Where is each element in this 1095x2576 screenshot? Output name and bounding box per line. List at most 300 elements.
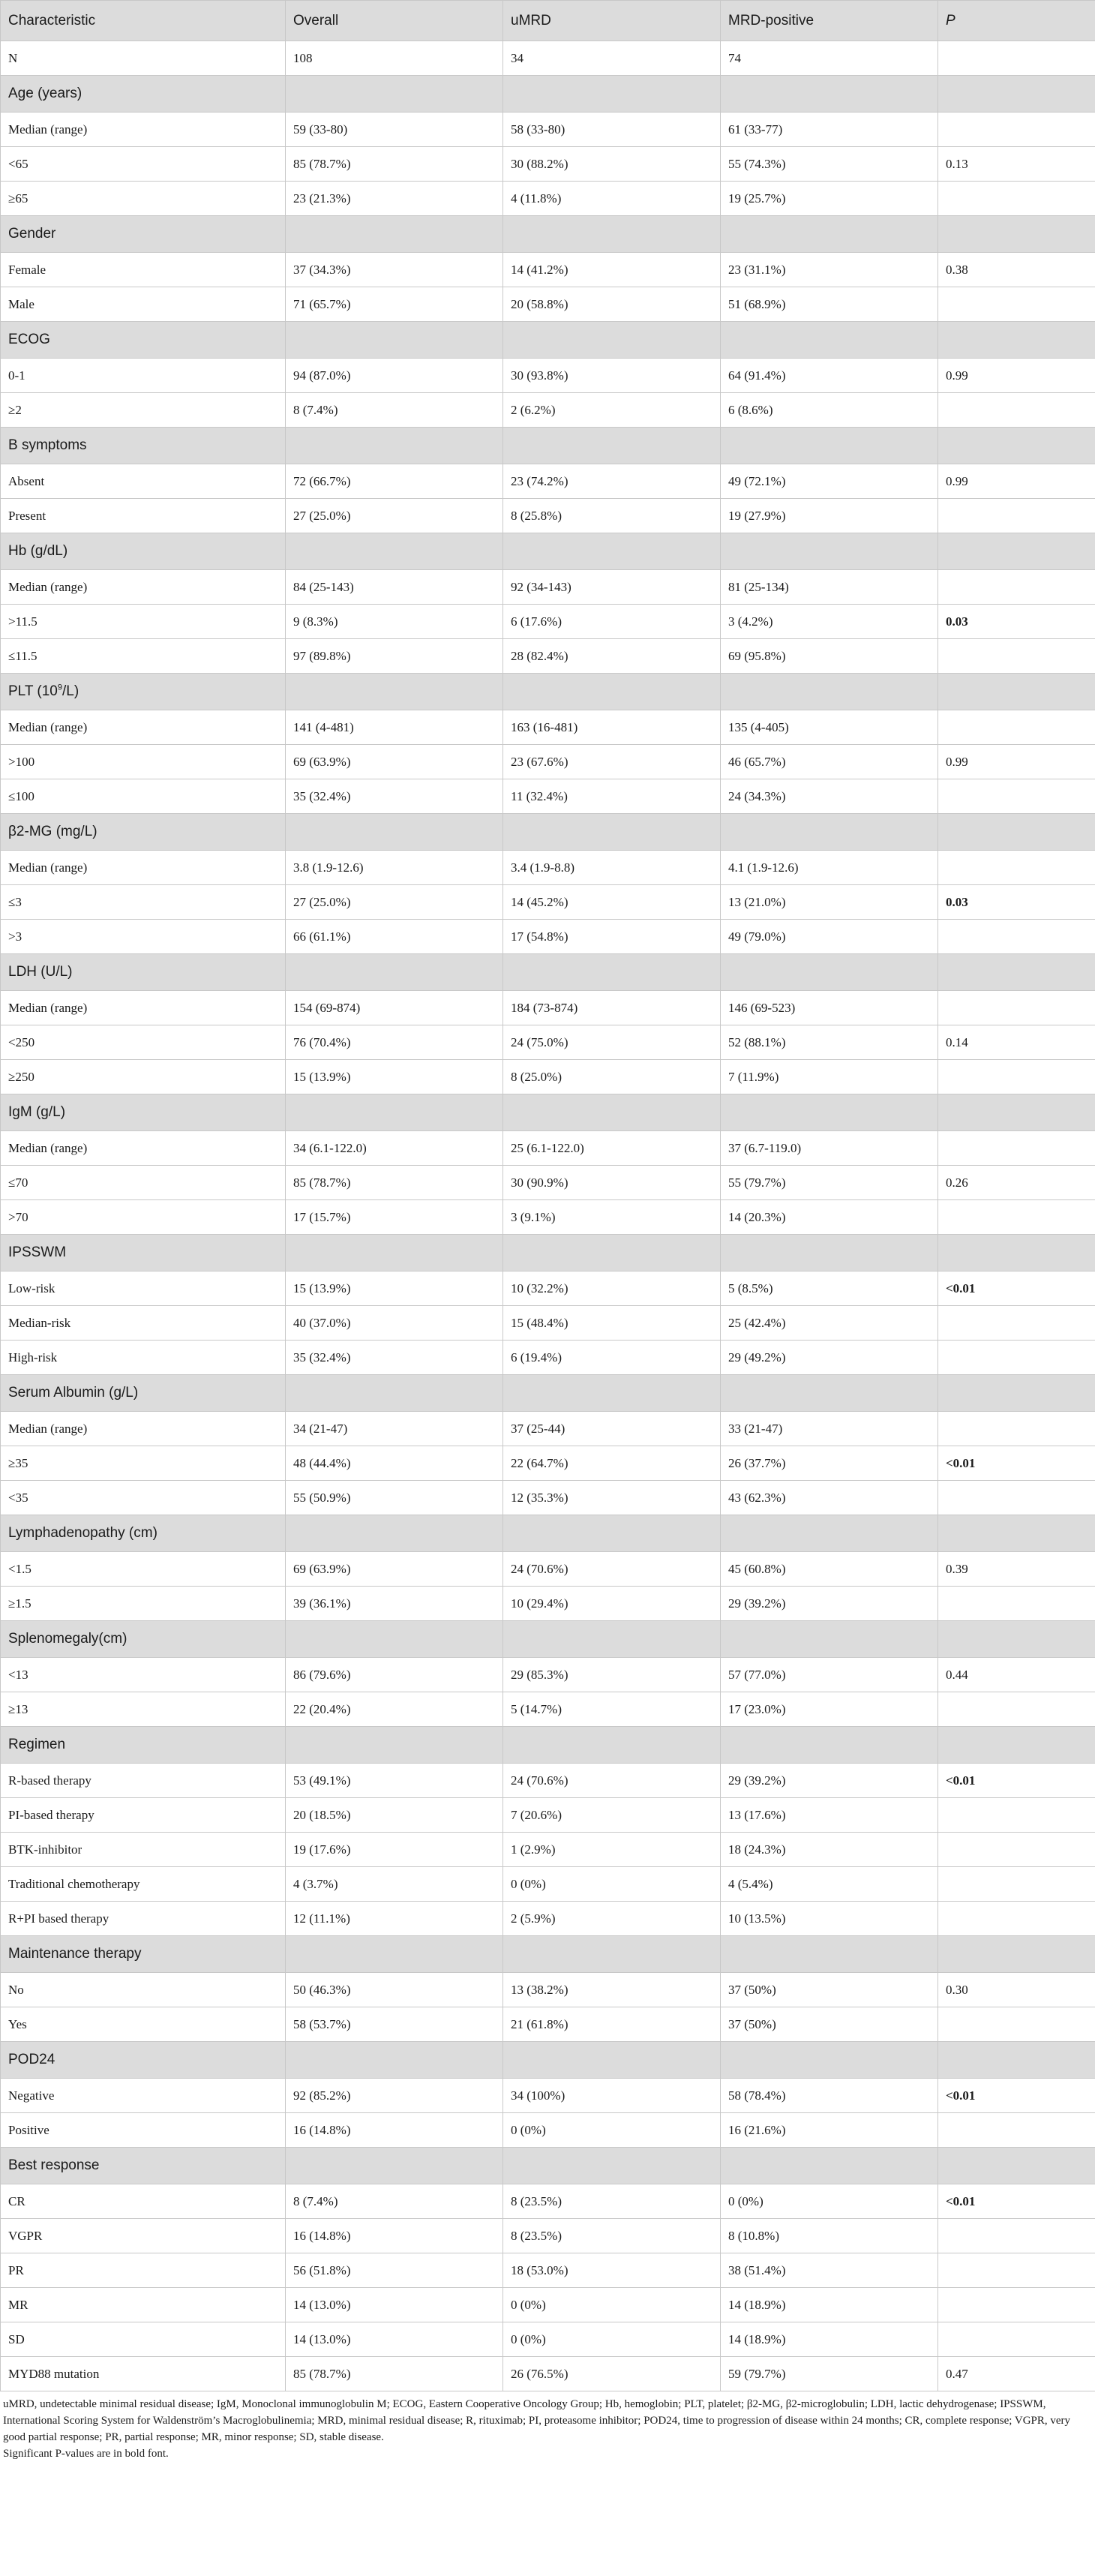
- umrd-cell: 24 (70.6%): [503, 1764, 721, 1798]
- umrd-cell: 10 (32.2%): [503, 1271, 721, 1306]
- p-value-cell: <0.01: [938, 1764, 1095, 1798]
- overall-cell: 39 (36.1%): [286, 1587, 503, 1621]
- section-label: Gender: [1, 216, 286, 253]
- characteristic-cell: Absent: [1, 464, 286, 499]
- section-empty-cell: [938, 814, 1095, 851]
- overall-cell: 23 (21.3%): [286, 182, 503, 216]
- section-empty-cell: [938, 1515, 1095, 1552]
- section-empty-cell: [721, 1727, 938, 1764]
- section-header-row: [1, 76, 1095, 113]
- table-row: [1, 2184, 1095, 2219]
- mrd-positive-cell: 52 (88.1%): [721, 1025, 938, 1060]
- section-empty-cell: [503, 76, 721, 113]
- umrd-cell: 163 (16-481): [503, 710, 721, 745]
- section-header-row: [1, 533, 1095, 570]
- mrd-positive-cell: 37 (50%): [721, 1973, 938, 2007]
- p-value-cell: <0.01: [938, 2079, 1095, 2113]
- section-empty-cell: [721, 533, 938, 570]
- umrd-cell: 92 (34-143): [503, 570, 721, 605]
- mrd-positive-cell: 13 (17.6%): [721, 1798, 938, 1833]
- overall-cell: 40 (37.0%): [286, 1306, 503, 1341]
- table-row: [1, 1306, 1095, 1341]
- umrd-cell: 18 (53.0%): [503, 2253, 721, 2288]
- overall-cell: 58 (53.7%): [286, 2007, 503, 2042]
- table-row: [1, 2007, 1095, 2042]
- umrd-cell: 23 (67.6%): [503, 745, 721, 779]
- table-row: [1, 2079, 1095, 2113]
- table-row: [1, 1271, 1095, 1306]
- p-value-cell: 0.14: [938, 1025, 1095, 1060]
- characteristic-cell: BTK-inhibitor: [1, 1833, 286, 1867]
- p-value-cell: [938, 1587, 1095, 1621]
- section-empty-cell: [938, 533, 1095, 570]
- characteristic-cell: Present: [1, 499, 286, 533]
- table-body: [1, 41, 1095, 2391]
- mrd-positive-cell: 18 (24.3%): [721, 1833, 938, 1867]
- section-label: Age (years): [1, 76, 286, 113]
- umrd-cell: 4 (11.8%): [503, 182, 721, 216]
- characteristic-cell: CR: [1, 2184, 286, 2219]
- table-row: [1, 605, 1095, 639]
- characteristic-cell: Positive: [1, 2113, 286, 2148]
- umrd-cell: 24 (70.6%): [503, 1552, 721, 1587]
- p-value-cell: 0.38: [938, 253, 1095, 287]
- section-empty-cell: [286, 76, 503, 113]
- characteristic-cell: N: [1, 41, 286, 76]
- section-header-row: [1, 814, 1095, 851]
- section-empty-cell: [503, 216, 721, 253]
- section-empty-cell: [286, 1235, 503, 1271]
- section-label: Splenomegaly(cm): [1, 1621, 286, 1658]
- mrd-positive-cell: 57 (77.0%): [721, 1658, 938, 1692]
- p-value-cell: [938, 182, 1095, 216]
- section-empty-cell: [721, 216, 938, 253]
- umrd-cell: 13 (38.2%): [503, 1973, 721, 2007]
- table-row: [1, 1833, 1095, 1867]
- umrd-cell: 28 (82.4%): [503, 639, 721, 674]
- section-header-row: [1, 1375, 1095, 1412]
- overall-cell: 71 (65.7%): [286, 287, 503, 322]
- mrd-positive-cell: 29 (49.2%): [721, 1341, 938, 1375]
- section-header-row: [1, 2042, 1095, 2079]
- table-row: [1, 991, 1095, 1025]
- table-row: [1, 570, 1095, 605]
- overall-cell: 48 (44.4%): [286, 1446, 503, 1481]
- overall-cell: 72 (66.7%): [286, 464, 503, 499]
- characteristic-cell: SD: [1, 2322, 286, 2357]
- mrd-positive-cell: 55 (74.3%): [721, 147, 938, 182]
- overall-cell: 4 (3.7%): [286, 1867, 503, 1902]
- characteristic-cell: Median (range): [1, 1131, 286, 1166]
- section-empty-cell: [503, 2148, 721, 2184]
- overall-cell: 55 (50.9%): [286, 1481, 503, 1515]
- section-label: β2-MG (mg/L): [1, 814, 286, 851]
- section-label: Maintenance therapy: [1, 1936, 286, 1973]
- p-value-cell: <0.01: [938, 1446, 1095, 1481]
- umrd-cell: 23 (74.2%): [503, 464, 721, 499]
- umrd-cell: 17 (54.8%): [503, 920, 721, 954]
- characteristic-cell: <13: [1, 1658, 286, 1692]
- umrd-cell: 15 (48.4%): [503, 1306, 721, 1341]
- characteristic-cell: PI-based therapy: [1, 1798, 286, 1833]
- mrd-positive-cell: 61 (33-77): [721, 113, 938, 147]
- table-row: [1, 147, 1095, 182]
- overall-cell: 17 (15.7%): [286, 1200, 503, 1235]
- overall-cell: 59 (33-80): [286, 113, 503, 147]
- umrd-cell: 30 (90.9%): [503, 1166, 721, 1200]
- overall-cell: 12 (11.1%): [286, 1902, 503, 1936]
- p-value-cell: 0.30: [938, 1973, 1095, 2007]
- overall-cell: 66 (61.1%): [286, 920, 503, 954]
- section-label: Serum Albumin (g/L): [1, 1375, 286, 1412]
- table-row: [1, 1692, 1095, 1727]
- section-empty-cell: [938, 1936, 1095, 1973]
- mrd-positive-cell: 51 (68.9%): [721, 287, 938, 322]
- table-row: [1, 2113, 1095, 2148]
- umrd-cell: 0 (0%): [503, 2322, 721, 2357]
- mrd-positive-cell: 6 (8.6%): [721, 393, 938, 428]
- mrd-positive-cell: 37 (6.7-119.0): [721, 1131, 938, 1166]
- section-empty-cell: [503, 1375, 721, 1412]
- p-value-cell: [938, 779, 1095, 814]
- table-row: [1, 2357, 1095, 2391]
- mrd-positive-cell: 7 (11.9%): [721, 1060, 938, 1094]
- section-label: LDH (U/L): [1, 954, 286, 991]
- characteristic-cell: R+PI based therapy: [1, 1902, 286, 1936]
- overall-cell: 84 (25-143): [286, 570, 503, 605]
- overall-cell: 14 (13.0%): [286, 2288, 503, 2322]
- table-row: [1, 885, 1095, 920]
- section-empty-cell: [286, 2148, 503, 2184]
- section-empty-cell: [721, 428, 938, 464]
- characteristic-cell: Median (range): [1, 710, 286, 745]
- overall-cell: 97 (89.8%): [286, 639, 503, 674]
- section-header-row: [1, 1094, 1095, 1131]
- overall-cell: 14 (13.0%): [286, 2322, 503, 2357]
- section-empty-cell: [503, 1727, 721, 1764]
- table-row: [1, 639, 1095, 674]
- characteristic-cell: Median (range): [1, 113, 286, 147]
- section-empty-cell: [286, 533, 503, 570]
- overall-cell: 56 (51.8%): [286, 2253, 503, 2288]
- mrd-positive-cell: 13 (21.0%): [721, 885, 938, 920]
- section-empty-cell: [286, 1515, 503, 1552]
- mrd-positive-cell: 29 (39.2%): [721, 1587, 938, 1621]
- overall-cell: 108: [286, 41, 503, 76]
- umrd-cell: 22 (64.7%): [503, 1446, 721, 1481]
- umrd-cell: 7 (20.6%): [503, 1798, 721, 1833]
- mrd-positive-cell: 19 (27.9%): [721, 499, 938, 533]
- overall-cell: 22 (20.4%): [286, 1692, 503, 1727]
- mrd-positive-cell: 14 (18.9%): [721, 2322, 938, 2357]
- table-row: [1, 1412, 1095, 1446]
- mrd-positive-cell: 43 (62.3%): [721, 1481, 938, 1515]
- characteristic-cell: R-based therapy: [1, 1764, 286, 1798]
- p-value-cell: [938, 1131, 1095, 1166]
- characteristic-cell: ≥65: [1, 182, 286, 216]
- section-empty-cell: [286, 1375, 503, 1412]
- p-value-cell: 0.03: [938, 885, 1095, 920]
- p-value-cell: [938, 1341, 1095, 1375]
- table-row: [1, 41, 1095, 76]
- umrd-cell: 6 (19.4%): [503, 1341, 721, 1375]
- section-label: IPSSWM: [1, 1235, 286, 1271]
- p-value-cell: [938, 1833, 1095, 1867]
- section-label: Hb (g/dL): [1, 533, 286, 570]
- characteristic-cell: >70: [1, 1200, 286, 1235]
- section-empty-cell: [938, 216, 1095, 253]
- header-umrd: uMRD: [503, 1, 721, 41]
- header-characteristic: Characteristic: [1, 1, 286, 41]
- overall-cell: 76 (70.4%): [286, 1025, 503, 1060]
- mrd-positive-cell: 25 (42.4%): [721, 1306, 938, 1341]
- mrd-positive-cell: 146 (69-523): [721, 991, 938, 1025]
- overall-cell: 9 (8.3%): [286, 605, 503, 639]
- section-empty-cell: [721, 1621, 938, 1658]
- section-label: Lymphadenopathy (cm): [1, 1515, 286, 1552]
- p-value-cell: [938, 1692, 1095, 1727]
- section-empty-cell: [503, 954, 721, 991]
- umrd-cell: 30 (88.2%): [503, 147, 721, 182]
- p-value-cell: [938, 710, 1095, 745]
- overall-cell: 15 (13.9%): [286, 1060, 503, 1094]
- section-empty-cell: [286, 1727, 503, 1764]
- umrd-cell: 5 (14.7%): [503, 1692, 721, 1727]
- mrd-positive-cell: 14 (18.9%): [721, 2288, 938, 2322]
- umrd-cell: 37 (25-44): [503, 1412, 721, 1446]
- umrd-cell: 34: [503, 41, 721, 76]
- mrd-positive-cell: 10 (13.5%): [721, 1902, 938, 1936]
- header-mrd-positive: MRD-positive: [721, 1, 938, 41]
- overall-cell: 85 (78.7%): [286, 2357, 503, 2391]
- characteristic-cell: <1.5: [1, 1552, 286, 1587]
- mrd-positive-cell: 4.1 (1.9-12.6): [721, 851, 938, 885]
- section-empty-cell: [721, 1094, 938, 1131]
- abbreviations-note: uMRD, undetectable minimal residual disease; IgM, Monoclonal immunoglobulin M; ECOG, Eastern Cooperative Oncology Group; Hb, hemoglobin; PLT, platelet; β2-MG, β2-microglobulin; LDH, lactic dehydrogenase; IPSSWM, International Scoring System for Waldenström’s Macroglobulinemia; MRD, minimal residual disease; R, rituximab; PI, proteasome inhibitor; POD24, time to progression of disease within 24 months; CR, complete response; VGPR, very good partial response; PR, partial response; MR, minor response; SD, stable disease.: [3, 2398, 1071, 2443]
- section-empty-cell: [286, 1094, 503, 1131]
- overall-cell: 20 (18.5%): [286, 1798, 503, 1833]
- section-label: IgM (g/L): [1, 1094, 286, 1131]
- mrd-positive-cell: 135 (4-405): [721, 710, 938, 745]
- table-row: [1, 779, 1095, 814]
- umrd-cell: 6 (17.6%): [503, 605, 721, 639]
- umrd-cell: 14 (41.2%): [503, 253, 721, 287]
- p-value-cell: [938, 1902, 1095, 1936]
- characteristic-cell: Median (range): [1, 570, 286, 605]
- mrd-positive-cell: 4 (5.4%): [721, 1867, 938, 1902]
- mrd-positive-cell: 59 (79.7%): [721, 2357, 938, 2391]
- section-empty-cell: [286, 1621, 503, 1658]
- characteristic-cell: ≥1.5: [1, 1587, 286, 1621]
- section-label: B symptoms: [1, 428, 286, 464]
- overall-cell: 8 (7.4%): [286, 2184, 503, 2219]
- section-label: POD24: [1, 2042, 286, 2079]
- table-row: [1, 2288, 1095, 2322]
- section-header-row: [1, 674, 1095, 710]
- umrd-cell: 34 (100%): [503, 2079, 721, 2113]
- umrd-cell: 184 (73-874): [503, 991, 721, 1025]
- mrd-positive-cell: 3 (4.2%): [721, 605, 938, 639]
- overall-cell: 85 (78.7%): [286, 1166, 503, 1200]
- table-row: [1, 1200, 1095, 1235]
- table-header-row: [1, 1, 1095, 41]
- table-row: [1, 851, 1095, 885]
- characteristic-cell: No: [1, 1973, 286, 2007]
- section-header-row: [1, 216, 1095, 253]
- characteristic-cell: PR: [1, 2253, 286, 2288]
- section-empty-cell: [503, 1094, 721, 1131]
- section-header-row: [1, 954, 1095, 991]
- characteristic-cell: MYD88 mutation: [1, 2357, 286, 2391]
- section-empty-cell: [721, 2148, 938, 2184]
- mrd-positive-cell: 81 (25-134): [721, 570, 938, 605]
- overall-cell: 3.8 (1.9-12.6): [286, 851, 503, 885]
- section-empty-cell: [938, 674, 1095, 710]
- section-label: ECOG: [1, 322, 286, 359]
- overall-cell: 69 (63.9%): [286, 745, 503, 779]
- overall-cell: 92 (85.2%): [286, 2079, 503, 2113]
- section-empty-cell: [938, 428, 1095, 464]
- section-header-row: [1, 322, 1095, 359]
- table-row: [1, 1060, 1095, 1094]
- umrd-cell: 8 (23.5%): [503, 2219, 721, 2253]
- mrd-positive-cell: 69 (95.8%): [721, 639, 938, 674]
- mrd-positive-cell: 26 (37.7%): [721, 1446, 938, 1481]
- table-row: [1, 710, 1095, 745]
- section-empty-cell: [721, 1515, 938, 1552]
- table-row: [1, 1902, 1095, 1936]
- characteristic-cell: <65: [1, 147, 286, 182]
- overall-cell: 154 (69-874): [286, 991, 503, 1025]
- section-empty-cell: [721, 674, 938, 710]
- p-value-cell: 0.39: [938, 1552, 1095, 1587]
- p-value-cell: [938, 1200, 1095, 1235]
- table-row: [1, 1341, 1095, 1375]
- header-overall: Overall: [286, 1, 503, 41]
- overall-cell: 8 (7.4%): [286, 393, 503, 428]
- p-value-cell: [938, 499, 1095, 533]
- mrd-positive-cell: 45 (60.8%): [721, 1552, 938, 1587]
- overall-cell: 16 (14.8%): [286, 2219, 503, 2253]
- overall-cell: 50 (46.3%): [286, 1973, 503, 2007]
- characteristic-cell: MR: [1, 2288, 286, 2322]
- p-value-cell: [938, 2219, 1095, 2253]
- characteristic-cell: ≥250: [1, 1060, 286, 1094]
- characteristic-cell: ≥2: [1, 393, 286, 428]
- mrd-positive-cell: 17 (23.0%): [721, 1692, 938, 1727]
- section-empty-cell: [503, 428, 721, 464]
- umrd-cell: 24 (75.0%): [503, 1025, 721, 1060]
- table-row: [1, 1481, 1095, 1515]
- characteristic-cell: Female: [1, 253, 286, 287]
- p-value-cell: [938, 1798, 1095, 1833]
- mrd-positive-cell: 19 (25.7%): [721, 182, 938, 216]
- section-empty-cell: [286, 814, 503, 851]
- section-empty-cell: [721, 1375, 938, 1412]
- section-empty-cell: [721, 322, 938, 359]
- table-row: [1, 499, 1095, 533]
- characteristic-cell: Low-risk: [1, 1271, 286, 1306]
- section-empty-cell: [721, 76, 938, 113]
- characteristic-cell: High-risk: [1, 1341, 286, 1375]
- section-empty-cell: [503, 674, 721, 710]
- umrd-cell: 29 (85.3%): [503, 1658, 721, 1692]
- overall-cell: 35 (32.4%): [286, 779, 503, 814]
- p-value-cell: [938, 2322, 1095, 2357]
- table-row: [1, 464, 1095, 499]
- characteristic-cell: ≤70: [1, 1166, 286, 1200]
- p-value-cell: [938, 113, 1095, 147]
- characteristic-cell: <35: [1, 1481, 286, 1515]
- umrd-cell: 0 (0%): [503, 2288, 721, 2322]
- p-value-cell: 0.99: [938, 464, 1095, 499]
- characteristic-cell: ≤3: [1, 885, 286, 920]
- table-row: [1, 1166, 1095, 1200]
- table-row: [1, 1446, 1095, 1481]
- section-empty-cell: [938, 954, 1095, 991]
- mrd-positive-cell: 58 (78.4%): [721, 2079, 938, 2113]
- overall-cell: 69 (63.9%): [286, 1552, 503, 1587]
- section-empty-cell: [286, 216, 503, 253]
- p-value-cell: 0.47: [938, 2357, 1095, 2391]
- section-empty-cell: [938, 1094, 1095, 1131]
- table-row: [1, 1131, 1095, 1166]
- section-empty-cell: [503, 1936, 721, 1973]
- table-row: [1, 2322, 1095, 2357]
- characteristic-cell: Yes: [1, 2007, 286, 2042]
- table-row: [1, 1025, 1095, 1060]
- p-value-cell: [938, 1412, 1095, 1446]
- section-empty-cell: [938, 322, 1095, 359]
- mrd-positive-cell: 64 (91.4%): [721, 359, 938, 393]
- section-header-row: [1, 2148, 1095, 2184]
- characteristic-cell: 0-1: [1, 359, 286, 393]
- p-value-cell: 0.44: [938, 1658, 1095, 1692]
- table-footnote: [0, 2391, 1095, 2462]
- mrd-positive-cell: 8 (10.8%): [721, 2219, 938, 2253]
- table-row: [1, 1867, 1095, 1902]
- p-value-cell: 0.13: [938, 147, 1095, 182]
- p-value-cell: [938, 2253, 1095, 2288]
- table-row: [1, 1764, 1095, 1798]
- overall-cell: 37 (34.3%): [286, 253, 503, 287]
- table-row: [1, 1798, 1095, 1833]
- table-row: [1, 113, 1095, 147]
- characteristic-cell: <250: [1, 1025, 286, 1060]
- p-value-cell: [938, 639, 1095, 674]
- table-row: [1, 253, 1095, 287]
- section-empty-cell: [503, 1621, 721, 1658]
- umrd-cell: 30 (93.8%): [503, 359, 721, 393]
- umrd-cell: 21 (61.8%): [503, 2007, 721, 2042]
- p-value-cell: [938, 1481, 1095, 1515]
- p-value-cell: [938, 991, 1095, 1025]
- overall-cell: 94 (87.0%): [286, 359, 503, 393]
- umrd-cell: 3.4 (1.9-8.8): [503, 851, 721, 885]
- overall-cell: 86 (79.6%): [286, 1658, 503, 1692]
- p-value-cell: [938, 41, 1095, 76]
- umrd-cell: 3 (9.1%): [503, 1200, 721, 1235]
- umrd-cell: 58 (33-80): [503, 113, 721, 147]
- section-empty-cell: [721, 1936, 938, 1973]
- umrd-cell: 1 (2.9%): [503, 1833, 721, 1867]
- section-empty-cell: [721, 2042, 938, 2079]
- umrd-cell: 11 (32.4%): [503, 779, 721, 814]
- section-empty-cell: [286, 1936, 503, 1973]
- p-value-cell: <0.01: [938, 2184, 1095, 2219]
- characteristic-cell: Median (range): [1, 1412, 286, 1446]
- mrd-positive-cell: 16 (21.6%): [721, 2113, 938, 2148]
